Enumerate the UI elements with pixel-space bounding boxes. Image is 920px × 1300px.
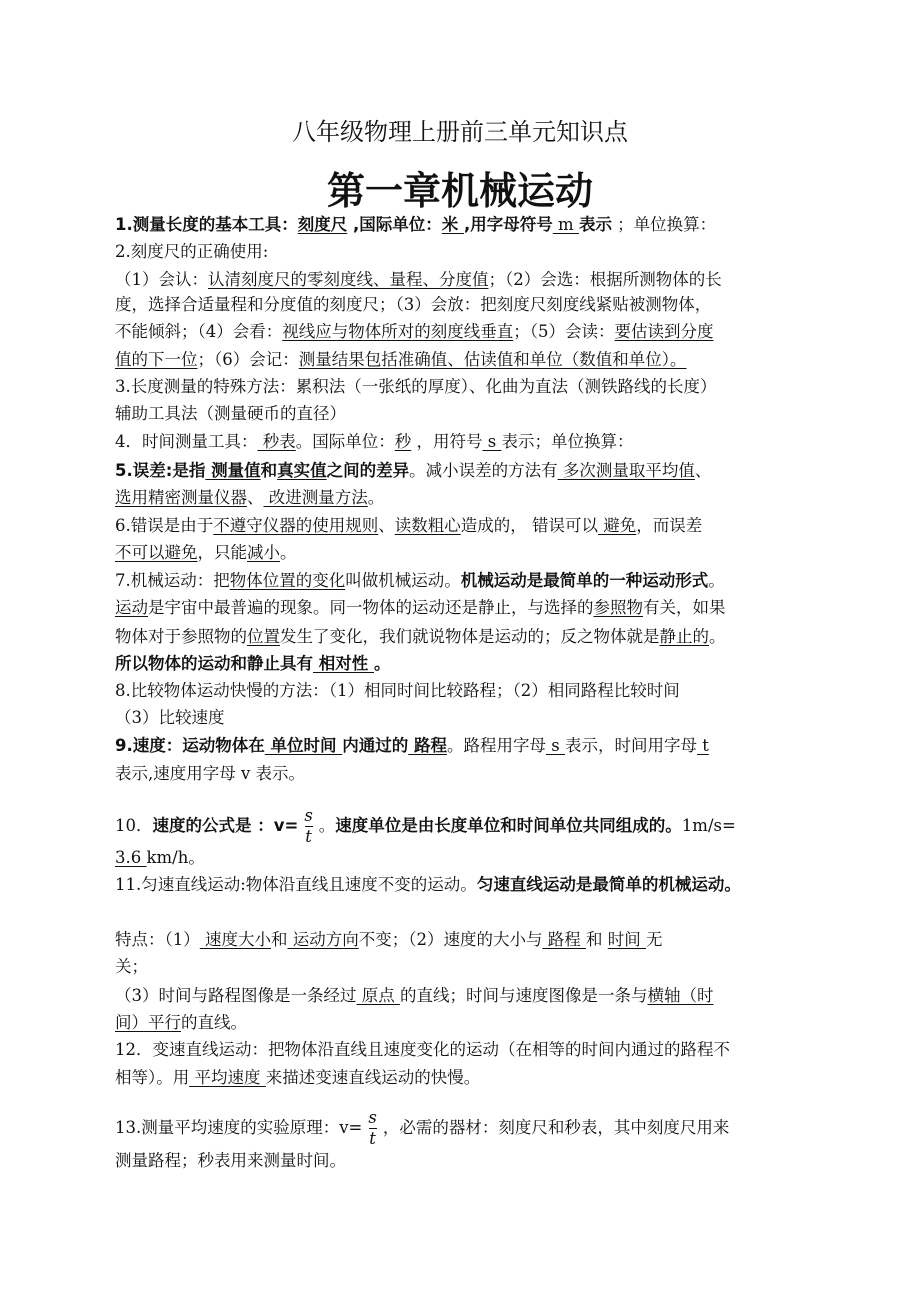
text-segment: ，必需的器材：刻度尺和秒表，其中刻度尺用来 (382, 1118, 730, 1137)
text-line (115, 653, 391, 675)
text-segment: 4．时间测量工具： (115, 432, 258, 451)
text-segment: 是宇宙中最普遍的现象。同一物体的运动还是静止，与选择的 (148, 598, 594, 617)
text-segment: 速度的公式是 ：v= (152, 816, 299, 835)
text-segment: 。 (318, 816, 336, 835)
text-segment: 11.匀速直线运动:物体沿直线且速度不变的运动。 (115, 875, 477, 894)
text-segment: 5.误差:是指 (115, 461, 206, 480)
text-segment: 1.测量长度的基本工具： (115, 215, 298, 234)
text-line (115, 1039, 730, 1061)
underlined-answer: 运动 (115, 598, 148, 617)
text-segment: 所以物体的运动和静止具有 (115, 654, 313, 673)
underlined-answer: 减小 (247, 543, 280, 562)
text-segment: 机械运动是最简单的一种运动形式 (460, 571, 709, 590)
denominator: t (305, 827, 312, 846)
text-segment: 。减小误差的方法有 (409, 461, 558, 480)
text-line (115, 847, 205, 869)
text-segment: 1m/s= (681, 816, 736, 835)
text-line (115, 349, 687, 371)
text-segment: 。 (708, 571, 725, 590)
underlined-answer: 物体位置的变化 (229, 571, 346, 590)
text-segment: 10． (115, 816, 153, 835)
text-segment: 有关，如果 (643, 598, 726, 617)
underlined-answer: 测量结果包括准确值、估读值和单位（数值和单位）。 (298, 350, 687, 369)
text-line (115, 1012, 247, 1034)
text-segment: 和 (260, 461, 278, 480)
text-segment: 。国际单位： (295, 432, 395, 451)
text-segment: 13.测量平均速度的实验原理：v= (115, 1118, 363, 1137)
text-segment: 内通过的 (342, 736, 409, 755)
underlined-answer: s (482, 432, 502, 451)
underlined-answer: 测量值 (205, 461, 261, 480)
text-line (115, 403, 346, 425)
numerator: s (368, 1108, 377, 1127)
text-line (115, 626, 726, 648)
text-segment: 无 (646, 930, 663, 949)
text-segment: 、 (247, 488, 264, 507)
text-segment: 。 (709, 627, 726, 646)
text-segment: 和 (586, 930, 608, 949)
text-segment: 和 (271, 930, 288, 949)
underlined-answer: 路程 (542, 930, 586, 949)
text-segment: ，只能 (197, 543, 247, 562)
text-segment: 3.长度测量的特殊方法：累积法（一张纸的厚度）、化曲为直法（测铁路线的长度） (115, 377, 717, 396)
underlined-answer: 视线应与物体所对的刻度线垂直 (282, 322, 514, 341)
text-segment: 7.机械运动：把 (115, 571, 230, 590)
text-line (115, 241, 268, 263)
text-line (115, 597, 726, 619)
text-segment: 之间的差异 (326, 461, 410, 480)
underlined-answer: 秒表 (257, 432, 296, 451)
text-segment: 、 (694, 461, 712, 480)
text-segment: 。路程用字母 (447, 736, 546, 755)
text-line (115, 294, 711, 316)
text-segment: 来描述变速直线运动的快慢。 (265, 1068, 481, 1087)
underlined-answer: 参照物 (593, 598, 643, 617)
text-segment: 测量路程；秒表用来测量时间。 (115, 1151, 346, 1170)
underlined-answer: 路程 (408, 736, 447, 755)
text-segment: 。 (374, 654, 391, 673)
text-line (115, 1067, 480, 1089)
text-segment: （3）时间与路程图像是一条经过 (115, 986, 357, 1005)
text-segment: 辅助工具法（测量硬币的直径） (115, 404, 346, 423)
text-segment: ；（2）会选：根据所测物体的长 (488, 270, 722, 289)
text-line (115, 707, 225, 729)
underlined-answer: 米 (441, 215, 465, 234)
underlined-answer: 改进测量方法 (263, 488, 368, 507)
underlined-answer: 真实值 (277, 461, 327, 480)
text-line (115, 735, 709, 757)
text-segment: 特点：（1） (115, 930, 200, 949)
text-segment: ,用字母符号 (464, 215, 553, 234)
underlined-answer: 间）平行 (115, 1013, 181, 1032)
text-segment: 物体对于参照物的 (115, 627, 247, 646)
text-segment: 不变；（2）速度的大小与 (358, 930, 543, 949)
text-line (115, 321, 714, 343)
text-segment: 匀速直线运动是最简单的机械运动。 (476, 875, 741, 894)
underlined-answer: 认清刻度尺的零刻度线、量程、分度值 (208, 270, 489, 289)
underlined-answer: 时间 (607, 930, 646, 949)
underlined-answer: 单位时间 (264, 736, 343, 755)
denominator: t (369, 1129, 376, 1148)
text-segment: 2.刻度尺的正确使用: (115, 242, 269, 261)
text-line (115, 460, 711, 482)
text-line (115, 680, 680, 702)
underlined-answer: 值的下一位 (115, 350, 198, 369)
text-line (115, 570, 725, 592)
underlined-answer: 相对性 (313, 654, 374, 673)
chapter-heading: 第一章机械运动 (326, 168, 593, 213)
text-segment: 表示 (578, 215, 612, 234)
text-line (115, 985, 714, 1007)
text-line (115, 806, 736, 847)
text-segment: 6.错误是由于 (115, 516, 214, 535)
underlined-answer: 横轴（时 (647, 986, 714, 1005)
text-segment: 表示；单位换算： (501, 432, 634, 451)
text-segment: 8.比较物体运动快慢的方法：（1）相同时间比较路程；（2）相同路程比较时间 (115, 681, 680, 700)
text-segment: 、 (378, 516, 395, 535)
text-segment: km/h。 (146, 848, 205, 867)
text-line (115, 269, 722, 291)
text-line (115, 487, 384, 509)
underlined-answer: 避免 (598, 516, 637, 535)
text-segment: 12．变速直线运动：把物体沿直线且速度变化的运动（在相等的时间内通过的路程不 (115, 1040, 730, 1059)
underlined-answer: 静止的 (659, 627, 709, 646)
text-segment: 表示,速度用字母 v 表示。 (115, 764, 306, 783)
text-segment: 发生了变化，我们就说物体是运动的；反之物体就是 (280, 627, 660, 646)
text-segment: 。 (280, 543, 297, 562)
text-line (115, 214, 716, 236)
text-segment: ；（6）会记： (197, 350, 299, 369)
underlined-answer: 原点 (356, 986, 400, 1005)
text-segment: ；（5）会读： (513, 322, 615, 341)
text-line (115, 763, 305, 785)
underlined-answer: s (546, 736, 565, 755)
underlined-answer: 不可以避免 (115, 543, 198, 562)
underlined-answer: 3.6 (115, 848, 147, 867)
text-segment: 9.速度：运动物体在 (115, 736, 265, 755)
text-segment: 相等）。用 (115, 1068, 190, 1087)
text-segment: ,国际单位： (347, 215, 442, 234)
text-segment: （3）比较速度 (115, 708, 225, 727)
underlined-answer: 刻度尺 (297, 215, 348, 234)
text-segment: ；单位换算： (611, 215, 717, 234)
underlined-answer: 多次测量取平均值 (557, 461, 695, 480)
text-segment: 速度单位是由长度单位和时间单位共同组成的。 (335, 816, 682, 835)
text-segment: （1）会认： (115, 270, 208, 289)
underlined-answer: 秒 (394, 432, 412, 451)
text-segment: 的直线。 (181, 1013, 247, 1032)
text-segment: 造成的， 错误可以 (460, 516, 598, 535)
text-line (115, 431, 633, 453)
text-segment: 叫做机械运动。 (345, 571, 461, 590)
fraction-s-over-t (368, 1108, 376, 1149)
text-line (115, 874, 741, 896)
numerator: s (304, 806, 313, 825)
text-segment: 。 (367, 488, 385, 507)
document-title: 八年级物理上册前三单元知识点 (292, 118, 628, 146)
underlined-answer: 速度大小 (199, 930, 271, 949)
underlined-answer: m (552, 215, 579, 234)
text-segment: 不能倾斜；（4）会看： (115, 322, 283, 341)
text-segment: 表示，时间用字母 (564, 736, 697, 755)
text-line (115, 515, 702, 537)
underlined-answer: 不遵守仪器的使用规则 (213, 516, 379, 535)
fraction-s-over-t (304, 806, 312, 847)
text-line (115, 956, 148, 978)
text-line (115, 1150, 346, 1172)
text-segment: ，用符号 (411, 432, 483, 451)
text-line (115, 1108, 729, 1149)
text-line (115, 929, 663, 951)
text-segment: 度，选择合适量程和分度值的刻度尺；（3）会放：把刻度尺刻度线紧贴被测物体， (115, 295, 712, 314)
underlined-answer: 读数粗心 (394, 516, 461, 535)
underlined-answer: 选用精密测量仪器 (115, 488, 247, 507)
text-line (115, 542, 297, 564)
underlined-answer: 位置 (247, 627, 280, 646)
text-segment: 关； (115, 957, 148, 976)
underlined-answer: 运动方向 (287, 930, 359, 949)
underlined-answer: 要估读到分度 (614, 322, 714, 341)
underlined-answer: t (696, 736, 709, 755)
underlined-answer: 平均速度 (189, 1068, 266, 1087)
text-line (115, 376, 717, 398)
text-segment: 的直线；时间与速度图像是一条与 (400, 986, 648, 1005)
text-segment: ，而误差 (636, 516, 703, 535)
